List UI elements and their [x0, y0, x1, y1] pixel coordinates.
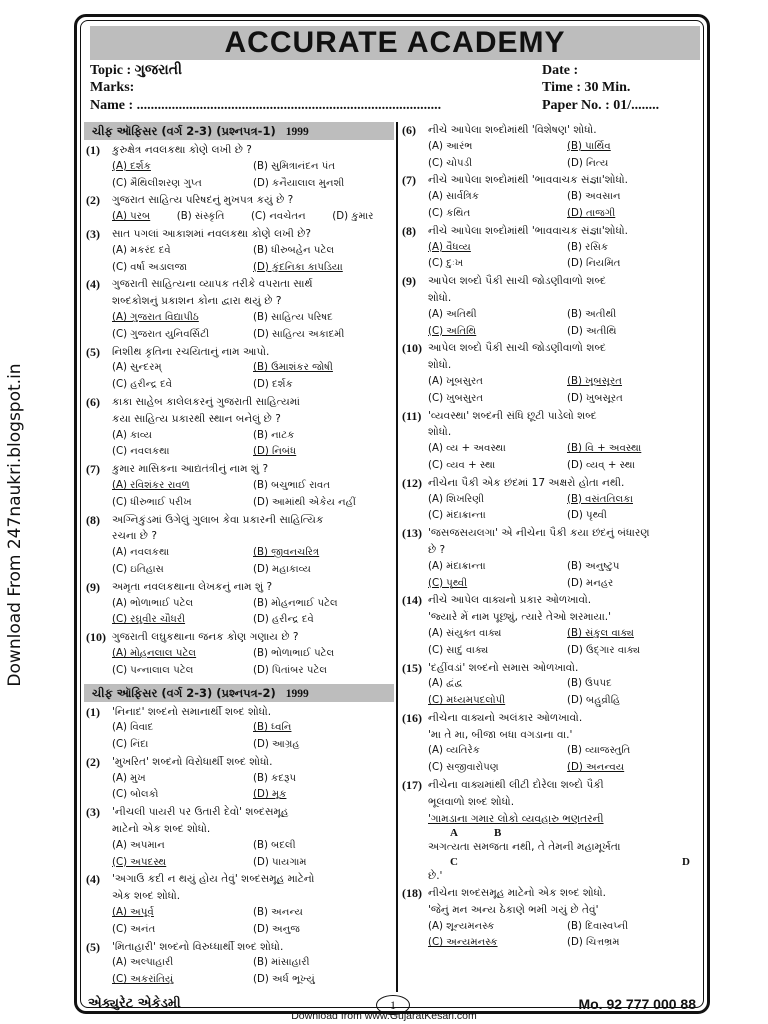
option-d: (D) કનૈયાલાલ મુનશી [253, 177, 345, 189]
option-b: (B) અવસાન [567, 191, 621, 203]
option-d: (D) ઉદ્ગાર વાક્ય [567, 644, 641, 656]
option-d: (D) નિત્ય [567, 157, 609, 169]
question-s1-4: (4) ગુજરાતી સાહિત્યના વ્યાપક તરીકે વપરાતા સાર્થ શબ્દકોશનું પ્રકાશન કોના દ્વારા થયું છે ? (A) ગુજરાત વિદ્યાપીઠ (B) સાહિત્ય પરિષદ (C) ગુજરાત યુનિવર્સિટી (D) સાહિત્ય અકાદમી [84, 276, 394, 343]
option-d: (D) વ્યવ્ + સ્થા [567, 459, 635, 471]
option-c: (C) અનંત [112, 923, 156, 935]
question-s2-4: (4) 'અગાઉ કદી ન થયું હોય તેવું' શબ્દસમૂહ માટેનો એક શબ્દ શોધો. (A) અપૂર્વ (B) અનન્ય (C) અનંત (D) અનુજ [84, 871, 394, 938]
option-d: (D) નિયમિત [567, 258, 621, 270]
option-b: (B) સંકુલ વાક્ય [567, 627, 634, 639]
question-r-8: (8) નીચે આપેલા શબ્દોમાંથી 'ભાવવાચક સંજ્ઞા'શોધો. (A) વૈધવ્ય (B) રસિક (C) દુઃખ (D) નિયમિત [400, 223, 706, 273]
question-r-11: (11) 'વ્યવસ્થા' શબ્દની સંધિ છૂટી પાડેલો શબ્દ શોધો. (A) વ્ય + અવસ્થા (B) વિ + અવસ્થા (C) વ્યવ + સ્થા (D) વ્યવ્ + સ્થા [400, 408, 706, 475]
option-d: (D) પિતાંબર પટેલ [253, 664, 328, 676]
option-a: (A) અપમાન [112, 839, 165, 851]
option-c: (C) બોલકો [112, 789, 159, 801]
question-s1-6: (6) કાકા સાહેબ કાલેલકરનું ગુજરાતી સાહિત્યમાં કયા સાહિત્ય પ્રકારથી સ્થાન બનેલું છે ? (A) કાવ્ય (B) નાટક (C) નવલકથા (D) નિબંધ [84, 394, 394, 461]
question-s1-1: (1) કુરુક્ષેત્ર નવલકથા કોણે લખી છે ? (A) દર્શક (B) સુમિત્રાનંદન પંત (C) મૈથિલીશરણ ગુપ્ત (D) કનૈયાલાલ મુનશી [84, 142, 394, 192]
side-watermark-text: Download From 247naukri.blogspot.in [5, 363, 25, 687]
option-c: (C) રઘુવીર ચૌધરી [112, 614, 186, 626]
option-b: (B) મોહનભાઈ પટેલ [253, 597, 338, 609]
left-column [84, 122, 394, 990]
question-r-7: (7) નીચે આપેલા શબ્દોમાંથી 'ભાવવાચક સંજ્ઞા'શોધો. (A) સાર્વત્રિક (B) અવસાન (C) કથિત (D) તાજગી [400, 172, 706, 222]
option-d: (D) આમાંથી એકેય નહીં [253, 496, 356, 508]
page-number: 1 [376, 995, 410, 1015]
option-b: (B) ઉમાશંકર જોષી [253, 362, 333, 374]
option-d: (D) ચિત્તભ્રમ [567, 937, 620, 949]
option-b: (B) જીવનચરિત્ર [253, 547, 320, 559]
option-c: (C) સાદું વાક્ય [428, 644, 489, 656]
option-a: (A) અપૂર્વ [112, 907, 154, 919]
option-a: (A) વિવાદ [112, 722, 154, 734]
option-b: (B) કદરૂપ [253, 772, 297, 784]
question-s2-5: (5) 'મિતાહારી' શબ્દનો વિરુધ્ધાર્થી શબ્દ શોધો. (A) અલ્પાહારી (B) માંસાહારી (C) અકરાંતિયું (D) અર્ધ ભૂખ્યું [84, 939, 394, 989]
option-d: (D) અતીથિ [567, 325, 617, 337]
option-b: (B) વ્યાજસ્તુતિ [567, 745, 631, 757]
option-d: (D) દર્શક [253, 379, 293, 391]
question-r-13: (13) 'જસજસયલગા' એ નીચેના પૈકી કયા છંદનું બંધારણ છે ? (A) મંદાક્રાન્તા (B) અનુષ્ટુપ (C) પૃથ્વી (D) મનહર [400, 525, 706, 592]
option-c: (C) મૈથિલીશરણ ગુપ્ત [112, 177, 202, 189]
option-b: (B) રસિક [567, 241, 609, 253]
option-a: (A) દર્શક [112, 160, 151, 172]
option-b: (B) વિ + અવસ્થા [567, 443, 642, 455]
section-heading-paper-1: ચીફ ઑફિસર (વર્ગ 2-3) (પ્રશ્નપત્ર-1) 1999 [84, 122, 394, 140]
right-column [400, 122, 706, 990]
option-d: (D) હરીન્દ્ર દવે [253, 614, 314, 626]
option-d: (D) અર્ધ ભૂખ્યું [253, 974, 315, 986]
question-r-18: (18) નીચેના શબ્દસમૂહ માટેનો એક શબ્દ શોધો. 'જેનું મન અન્ય ઠેકાણે ભમી ગયું છે તેવું' (A) શૂન્યમનસ્ક (B) દિવાસ્વપ્ની (C) અન્યમનસ્ક (D) ચિત્તભ્રમ [400, 885, 706, 952]
question-r-14: (14) નીચે આપેલ વાક્યનો પ્રકાર ઓળખાવો. 'જ્યારે મેં નામ પૂછ્યું, ત્યારે તેઓ શરમાયા.' (A) સંયુક્ત વાક્ય (B) સંકુલ વાક્ય (C) સાદું વાક્ય (D) ઉદ્ગાર વાક્ય [400, 592, 706, 659]
option-b: (B) સાહિત્ય પરિષદ [253, 311, 333, 323]
footer-brand: એક્યુરેટ એકેડમી [88, 996, 181, 1011]
option-d: (D) અનુજ [253, 923, 301, 935]
option-a: (A) વૈધવ્ય [428, 241, 471, 253]
option-b: (B) નાટક [253, 429, 295, 441]
question-r-16: (16) નીચેના વાક્યનો અલંકાર ઓળખાવો. 'મા તે મા, બીજા બધા વગડાના વા.' (A) વ્યતિરેક (B) વ્યાજસ્તુતિ (C) સજીવારોપણ (D) અનન્વય [400, 710, 706, 777]
option-d: (D) તાજગી [567, 207, 616, 219]
option-a: (A) આરંભ [428, 140, 473, 152]
option-b: (B) બચુભાઈ રાવત [253, 479, 331, 491]
option-c: (C) ધીરુભાઈ પરીખ [112, 496, 192, 508]
option-a: (A) મંદાક્રાન્તા [428, 560, 486, 572]
option-a: (A) સુન્દરમ્ [112, 362, 162, 374]
option-a: (A) અલ્પાહારી [112, 957, 174, 969]
question-r-12: (12) નીચેના પૈકી એક છંદમાં 17 અક્ષરો હોતા નથી. (A) શિખરિણી (B) વસંતતિલકા (C) મંદાક્રાન્તા (D) પૃથ્વી [400, 475, 706, 525]
marks-label: Marks: [90, 80, 135, 95]
option-c: (C) કથિત [428, 207, 471, 219]
option-a: (A) કાવ્ય [112, 429, 153, 441]
option-a: (A) વ્ય + અવસ્થા [428, 443, 506, 455]
option-c: (C) પૃથ્વી [428, 577, 468, 589]
column-divider [396, 122, 398, 992]
section-heading-paper-2: ચીફ ઑફિસર (વર્ગ 2-3) (પ્રશ્નપત્ર-2) 1999 [84, 684, 394, 702]
option-c: (C) વ્યવ + સ્થા [428, 459, 496, 471]
question-r-9: (9) આપેલ શબ્દો પૈકી સાચી જોડણીવાળો શબ્દ શોધો. (A) અતિથી (B) અતીથી (C) અતિથિ (D) અતીથિ [400, 273, 706, 340]
option-a: (A) દ્વંદ્વ [428, 678, 463, 690]
option-c: (C) નવચેતન [251, 211, 306, 223]
footer-phone: Mo. 92 777 000 88 [578, 996, 696, 1012]
question-s1-10: (10) ગુજરાતી લઘુકથાના જનક કોણ ગણાય છે ? (A) મોહનલાલ પટેલ (B) ભોળાભાઈ પટેલ (C) પન્નાલાલ પટેલ (D) પિતાંબર પટેલ [84, 629, 394, 679]
question-r-10: (10) આપેલ શબ્દો પૈકી સાચી જોડણીવાળો શબ્દ શોધો. (A) ખૂબસુરત (B) ખૂબસૂરત (C) ખુબસુરત (D) ખુબસૂરત [400, 340, 706, 407]
option-b: (B) ધીરુબહેન પટેલ [253, 244, 335, 256]
option-a: (A) રવિશંકર રાવળ [112, 479, 190, 491]
name-label: Name : ....................................................................................... [90, 98, 442, 113]
option-b: (B) પાર્થિવ [567, 140, 611, 152]
option-a: (A) ખૂબસુરત [428, 375, 483, 387]
question-s1-7: (7) કુમાર માસિકના આદ્યતંત્રીનું નામ શું ? (A) રવિશંકર રાવળ (B) બચુભાઈ રાવત (C) ધીરુભાઈ પરીખ (D) આમાંથી એકેય નહીં [84, 461, 394, 511]
question-s2-1: (1) 'નિનાદ' શબ્દનો સમાનાર્થી શબ્દ શોધો. (A) વિવાદ (B) ધ્વનિ (C) નિંદા (D) આગ્રહ [84, 704, 394, 754]
option-b: (B) અતીથી [567, 308, 617, 320]
option-a: (A) મોહનલાલ પટેલ [112, 647, 197, 659]
option-c: (C) વર્ષા અડાલજા [112, 261, 188, 273]
option-b: (B) અનુષ્ટુપ [567, 560, 620, 572]
option-d: (D) આગ્રહ [253, 739, 300, 751]
question-s1-2: (2) ગુજરાત સાહિત્ય પરિષદનું મુખપત્ર કયું છે ? (A) પરબ (B) સંસ્કૃતિ (C) નવચેતન (D) કુમાર [84, 192, 394, 226]
question-s1-8: (8) અગ્નિકુંડમાં ઉગેલું ગુલાબ કેવા પ્રકારની સાહિત્યિક રચના છે ? (A) નવલકથા (B) જીવનચરિત્ર (C) ઇતિહાસ (D) મહાકાવ્ય [84, 512, 394, 579]
topic-label: Topic : ગુજરાતી [90, 63, 183, 78]
option-d: (D) સાહિત્ય અકાદમી [253, 328, 345, 340]
question-s2-3: (3) 'નીચલી પાયરી પર ઉતારી દેવો' શબ્દસમૂહ માટેનો એક શબ્દ શોધો. (A) અપમાન (B) બદલી (C) અપદસ્થ (D) પાયગામ [84, 804, 394, 871]
option-d: (D) કુંદનિકા કાપડિયા [253, 261, 343, 273]
option-b: (B) માંસાહારી [253, 957, 310, 969]
paper-number-label: Paper No. : 01/........ [542, 98, 660, 113]
option-d: (D) મહાકાવ્ય [253, 563, 311, 575]
page-title: ACCURATE ACADEMY [224, 26, 566, 59]
option-c: (C) ખુબસુરત [428, 392, 484, 404]
option-b: (B) ભોળાભાઈ પટેલ [253, 647, 335, 659]
option-c: (C) પન્નાલાલ પટેલ [112, 664, 194, 676]
option-c: (C) અતિથિ [428, 325, 477, 337]
option-b: (B) સુમિત્રાનંદન પંત [253, 160, 336, 172]
question-s1-3: (3) સાત પગલાં આકાશમાં નવલકથા કોણે લખી છે? (A) મકરંદ દવે (B) ધીરુબહેન પટેલ (C) વર્ષા અડાલજા (D) કુંદનિકા કાપડિયા [84, 226, 394, 276]
question-s2-2: (2) 'મુખરિત' શબ્દનો વિરોધાર્થી શબ્દ શોધો. (A) મુખ (B) કદરૂપ (C) બોલકો (D) મૂક [84, 754, 394, 804]
option-c: (C) નવલકથા [112, 446, 170, 458]
option-b: (B) દિવાસ્વપ્ની [567, 920, 629, 932]
question-s1-9: (9) અમૃતા નવલકથાના લેખકનું નામ શું ? (A) ભોળાભાઈ પટેલ (B) મોહનભાઈ પટેલ (C) રઘુવીર ચૌધરી (D) હરીન્દ્ર દવે [84, 579, 394, 629]
option-d: (D) નિબંધ [253, 446, 297, 458]
option-d: (D) બહુવ્રીહિ [567, 695, 621, 707]
option-a: (A) પરબ [112, 211, 151, 223]
option-b: (B) બદલી [253, 839, 296, 851]
option-b: (B) વસંતતિલકા [567, 493, 633, 505]
option-a: (A) મકરંદ દવે [112, 244, 171, 256]
option-d: (D) ખુબસૂરત [567, 392, 623, 404]
option-a: (A) મુખ [112, 772, 146, 784]
option-a: (A) ભોળાભાઈ પટેલ [112, 597, 194, 609]
option-b: (B) ઉપપદ [567, 678, 612, 690]
side-watermark [2, 360, 28, 690]
question-r-17: (17) નીચેના વાક્યમાંથી લીટી દોરેલા શબ્દો પૈકી ભૂલવાળો શબ્દ શોધો. 'ગામડાના ગમાર લોકો વ્યવહારુ ભણતરની A B અગત્યતા સમજતા નથી, તે તેમની મહામૂર્ખતા C D છે.' [402, 778, 690, 883]
option-c: (C) સજીવારોપણ [428, 762, 499, 774]
option-c: (C) ચોપડી [428, 157, 473, 169]
option-c: (C) દુઃખ [428, 258, 464, 270]
option-c: (C) મંદાક્રાન્તા [428, 510, 486, 522]
option-c: (C) ગુજરાત યુનિવર્સિટી [112, 328, 210, 340]
option-c: (C) અન્યમનસ્ક [428, 937, 498, 949]
option-d: (D) પાયગામ [253, 856, 307, 868]
question-r-15: (15) 'દહીંવડાં' શબ્દનો સમાસ ઓળખાવો. (A) દ્વંદ્વ (B) ઉપપદ (C) મધ્યમપદલોપી (D) બહુવ્રીહિ [400, 660, 706, 710]
option-a: (A) ગુજરાત વિદ્યાપીઠ [112, 311, 199, 323]
option-b: (B) અનન્ય [253, 907, 303, 919]
download-credit[interactable]: Download from www.GujaratKesari.com [291, 1010, 477, 1022]
option-a: (A) નવલકથા [112, 547, 170, 559]
option-a: (A) શિખરિણી [428, 493, 485, 505]
option-d: (D) પૃથ્વી [567, 510, 607, 522]
option-c: (C) નિંદા [112, 739, 149, 751]
question-s1-5: (5) નિશીથ કૃતિના રચયિતાનું નામ આપો. (A) સુન્દરમ્ (B) ઉમાશંકર જોષી (C) હરીન્દ્ર દવે (D) દર્શક [84, 344, 394, 394]
option-c: (C) અપદસ્થ [112, 856, 167, 868]
option-d: (D) અનન્વય [567, 762, 625, 774]
option-a: (A) શૂન્યમનસ્ક [428, 920, 495, 932]
option-a: (A) સાર્વત્રિક [428, 191, 480, 203]
option-c: (C) અકરાંતિયું [112, 974, 174, 986]
option-b: (B) ખૂબસૂરત [567, 375, 623, 387]
option-b: (B) ધ્વનિ [253, 722, 292, 734]
title-bar [90, 26, 700, 60]
time-label: Time : 30 Min. [542, 80, 631, 95]
option-d: (D) મનહર [567, 577, 614, 589]
option-d: (D) મૂક [253, 789, 287, 801]
option-a: (A) અતિથી [428, 308, 477, 320]
option-a: (A) સંયુક્ત વાક્ય [428, 627, 502, 639]
date-label: Date : [542, 63, 579, 78]
option-c: (C) હરીન્દ્ર દવે [112, 379, 173, 391]
option-b: (B) સંસ્કૃતિ [176, 211, 225, 223]
option-c: (C) મધ્યમપદલોપી [428, 695, 506, 707]
option-c: (C) ઇતિહાસ [112, 563, 164, 575]
option-d: (D) કુમાર [332, 211, 374, 223]
option-a: (A) વ્યતિરેક [428, 745, 480, 757]
question-r-6: (6) નીચે આપેલા શબ્દોમાંથી 'વિશેષણ' શોધો. (A) આરંભ (B) પાર્થિવ (C) ચોપડી (D) નિત્ય [400, 122, 706, 172]
